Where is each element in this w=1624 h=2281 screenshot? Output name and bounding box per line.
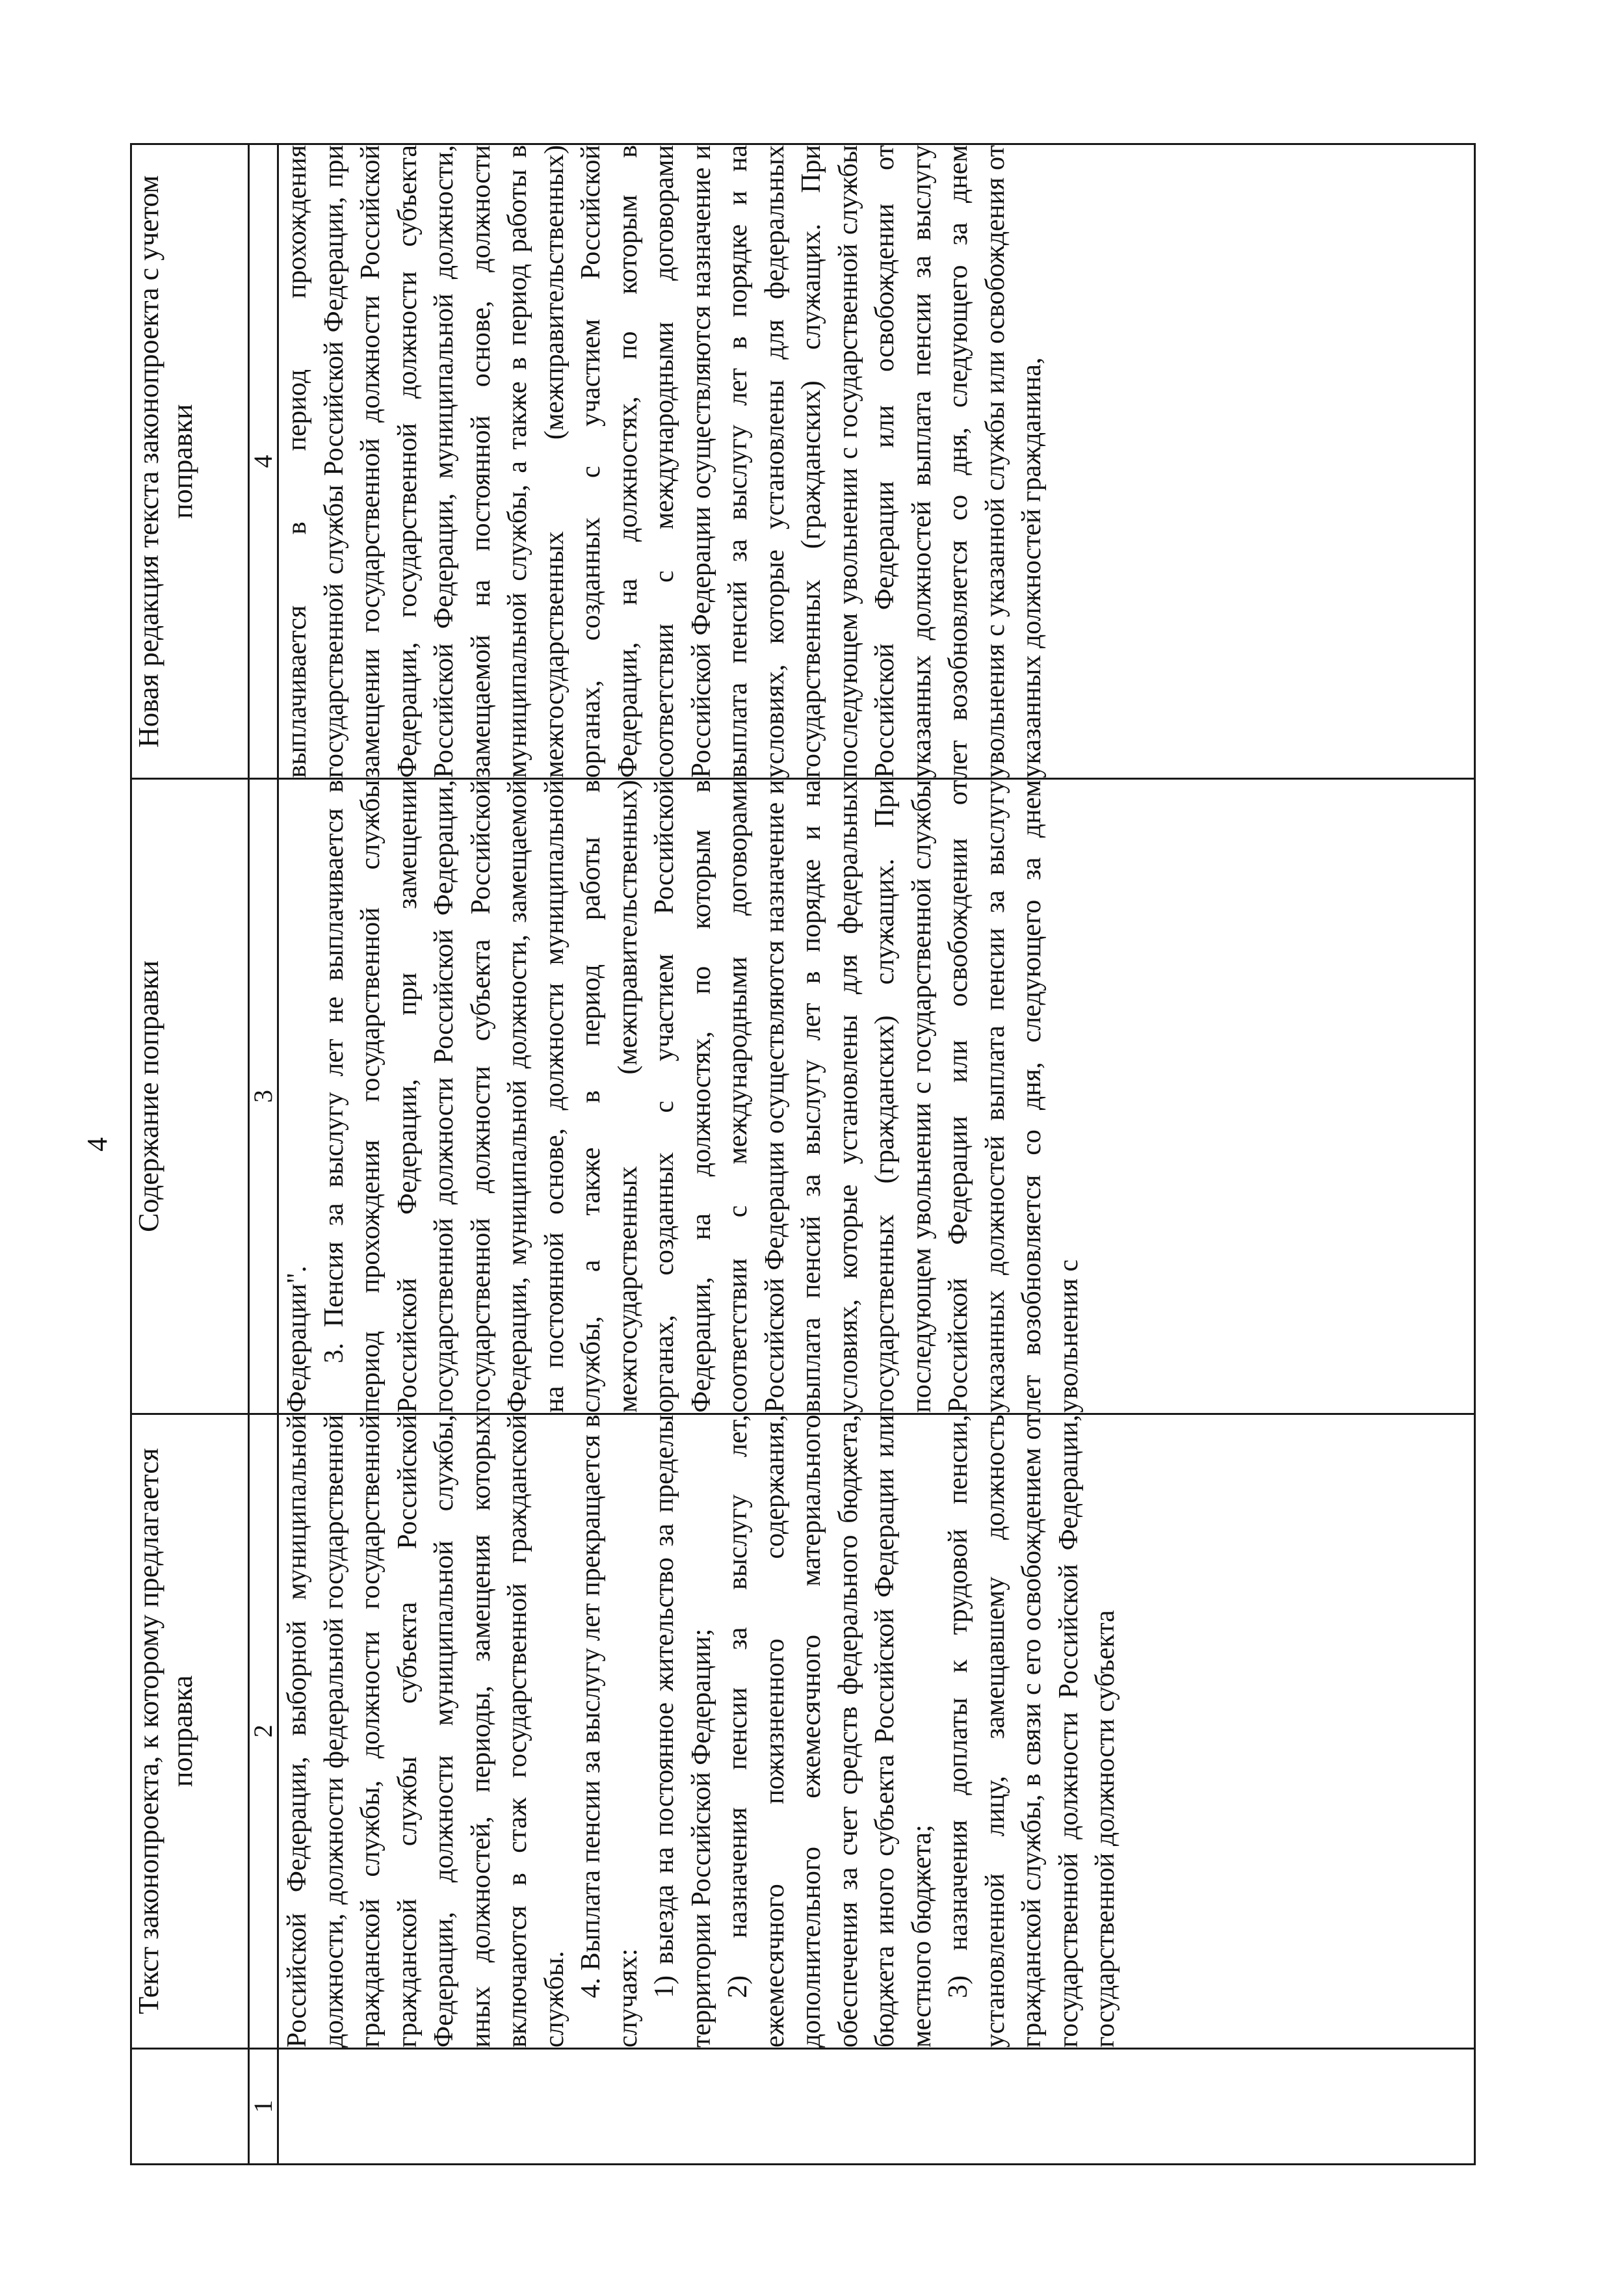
bill-text-paragraph: 4. Выплата пенсии за выслугу лет прекращается в случаях: (576, 1414, 643, 2048)
cell-new-wording (278, 144, 1475, 779)
column-number-row (249, 144, 278, 2165)
bill-text-paragraph: 2) назначения пенсии за выслугу лет, ежемесячного пожизненного содержания, дополнительного ежемесячного материального обеспечения за счет средств федерального бюджета, бюджета иного субъекта Российской Федерации или местного бюджета; (723, 1414, 937, 2048)
header-row (131, 144, 249, 2165)
amendment-paragraph: Федерации". (282, 1265, 312, 1413)
bill-text-paragraph: 1) выезда на постоянное жительство за пределы территории Российской Федерации; (649, 1414, 716, 2048)
header-bill-text: Текст законопроекта, к которому предлагается поправка (131, 1414, 249, 2048)
cell-amendment-content (278, 779, 1475, 1414)
bill-text-paragraph: 3) назначения доплаты к трудовой пенсии, установленной лицу, замещавшему должность гражданской службы, в связи с его освобождением от государственной должности Российской Федерации, государственной должности субъекта (943, 1414, 1120, 2048)
cell-index (278, 2048, 1475, 2164)
header-col-1 (131, 2048, 249, 2164)
page-number: 4 (81, 1137, 113, 1152)
bill-text-paragraph: Российской Федерации, выборной муниципальной должности, должности федеральной государственной гражданской службы, должности государственной гражданской службы субъекта Российской Федерации, должности муниципальной службы, иных должностей, периоды, замещения которых включаются в стаж государственной гражданской службы. (282, 1414, 570, 2048)
column-number-1: 1 (249, 2048, 278, 2164)
column-number-4: 4 (249, 144, 278, 779)
amendment-table (130, 143, 1476, 2165)
header-new-wording: Новая редакция текста законопроекта с учетом поправки (131, 144, 249, 779)
amendment-table-sheet (130, 143, 1476, 2165)
header-amendment-content: Содержание поправки (131, 779, 249, 1414)
column-number-3: 3 (249, 779, 278, 1414)
cell-bill-text (278, 1414, 1475, 2048)
column-number-2: 2 (249, 1414, 278, 2048)
table-row (278, 144, 1475, 2165)
new-wording-paragraph: выплачивается в период прохождения государственной службы Российской Федерации, при замещении государственной должности Российской Федерации, государственной должности субъекта Российской Федерации, муниципальной должности, замещаемой на постоянной основе, должности муниципальной службы, а также в период работы в межгосударственных (межправительственных) органах, созданных с участием Российской Федерации, на должностях, по которым в соответствии с международными договорами Российской Федерации осуществляются назначение и выплата пенсий за выслугу лет в порядке и на условиях, которые установлены для федеральных государственных (гражданских) служащих. При последующем увольнении с государственной службы Российской Федерации или освобождении от указанных должностей выплата пенсии за выслугу лет возобновляется со дня, следующего за днем увольнения с указанной службы или освобождения от указанных должностей гражданина, (282, 145, 1047, 778)
amendment-paragraph: 3. Пенсия за выслугу лет не выплачивается в период прохождения государственной службы Российской Федерации, при замещении государственной должности Российской Федерации, государственной должности субъекта Российской Федерации, муниципальной должности, замещаемой на постоянной основе, должности муниципальной службы, а также в период работы в межгосударственных (межправительственных) органах, созданных с участием Российской Федерации, на должностях, по которым в соответствии с международными договорами Российской Федерации осуществляются назначение и выплата пенсий за выслугу лет в порядке и на условиях, которые установлены для федеральных государственных (гражданских) служащих. При последующем увольнении с государственной службы Российской Федерации или освобождении от указанных должностей выплата пенсии за выслугу лет возобновляется со дня, следующего за днем увольнения с (319, 780, 1084, 1413)
